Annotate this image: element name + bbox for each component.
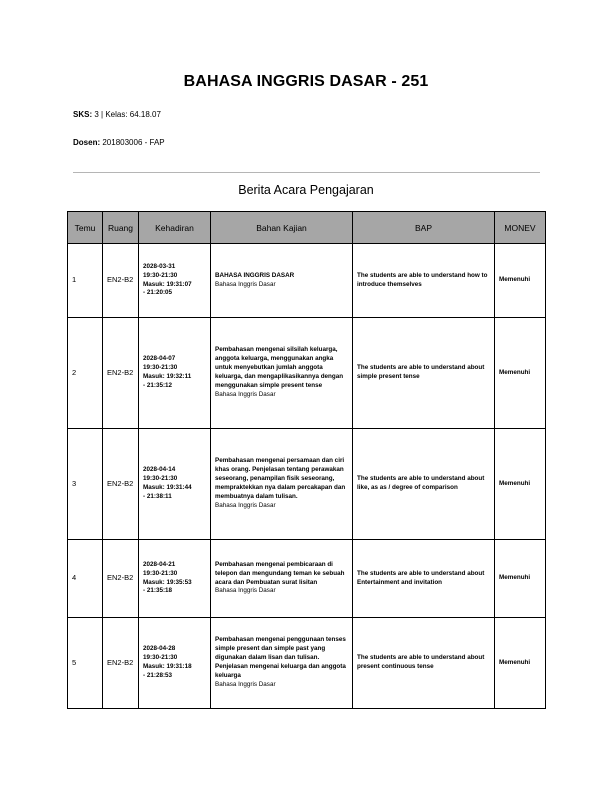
cell-kehadiran bbox=[139, 618, 211, 709]
table-header-row bbox=[68, 212, 546, 244]
table-row bbox=[68, 318, 546, 429]
cell-bahan-kajian bbox=[211, 618, 353, 709]
section-title: Berita Acara Pengajaran bbox=[238, 183, 374, 197]
cell-kehadiran bbox=[139, 244, 211, 318]
cell-bahan-kajian bbox=[211, 318, 353, 429]
attendance-checkin: Masuk: 19:31:07 bbox=[143, 280, 192, 288]
sks-value: 3 | Kelas: 64.18.07 bbox=[94, 110, 161, 119]
cell-temu: 5 bbox=[68, 618, 103, 709]
header-monev: MONEV bbox=[495, 212, 546, 244]
table-row bbox=[68, 540, 546, 618]
header-kehadiran: Kehadiran bbox=[139, 212, 211, 244]
attendance-schedule: 19:30-21:30 bbox=[143, 364, 178, 372]
attendance-checkin: Masuk: 19:31:44 bbox=[143, 484, 192, 491]
course-name: Bahasa Inggris Dasar bbox=[215, 680, 276, 688]
cell-bap: The students are able to understand about Entertainment and invitation bbox=[353, 540, 495, 618]
header-bap: BAP bbox=[353, 212, 495, 244]
table-row bbox=[68, 244, 546, 318]
attendance-date: 2028-04-21 bbox=[143, 560, 176, 568]
course-name: Bahasa Inggris Dasar bbox=[215, 587, 276, 595]
teaching-record-table bbox=[67, 211, 546, 709]
dosen-label: Dosen: bbox=[73, 138, 101, 147]
attendance-checkout: - 21:28:53 bbox=[143, 671, 173, 679]
cell-bap: The students are able to understand about like, as as / degree of comparison bbox=[353, 429, 495, 540]
cell-ruang: EN2-B2 bbox=[103, 318, 139, 429]
cell-monev: Memenuhi bbox=[495, 318, 546, 429]
dosen-value: 201803006 - FAP bbox=[102, 138, 165, 147]
lecturer-info bbox=[73, 138, 165, 147]
attendance-schedule: 19:30-21:30 bbox=[143, 569, 178, 577]
attendance-schedule: 19:30-21:30 bbox=[143, 654, 178, 662]
sks-label: SKS: bbox=[73, 110, 93, 119]
cell-kehadiran bbox=[139, 318, 211, 429]
cell-monev: Memenuhi bbox=[495, 618, 546, 709]
attendance-schedule: 19:30-21:30 bbox=[143, 271, 178, 279]
cell-ruang: EN2-B2 bbox=[103, 244, 139, 318]
attendance-date: 2028-04-07 bbox=[143, 355, 176, 363]
attendance-checkin: Masuk: 19:32:11 bbox=[143, 373, 192, 380]
cell-bap: The students are able to understand how to introduce themselves bbox=[353, 244, 495, 318]
cell-bap: The students are able to understand about present continuous tense bbox=[353, 618, 495, 709]
course-name: Bahasa Inggris Dasar bbox=[215, 390, 276, 398]
attendance-checkin: Masuk: 19:35:53 bbox=[143, 578, 192, 586]
cell-bap: The students are able to understand about simple present tense bbox=[353, 318, 495, 429]
table-row bbox=[68, 429, 546, 540]
cell-monev: Memenuhi bbox=[495, 244, 546, 318]
attendance-checkout: - 21:35:12 bbox=[143, 381, 173, 389]
attendance-checkin: Masuk: 19:31:18 bbox=[143, 663, 192, 670]
cell-temu: 2 bbox=[68, 318, 103, 429]
cell-temu: 1 bbox=[68, 244, 103, 318]
attendance-schedule: 19:30-21:30 bbox=[143, 475, 178, 483]
header-ruang: Ruang bbox=[103, 212, 139, 244]
topic-text: Pembahasan mengenai persamaan dan ciri khas orang. Penjelasan tentang perawakan seseorang, penampilan fisik seseorang, mempraktekkan nya dalam percakapan dan membuatnya dalam tulisan. bbox=[215, 457, 346, 500]
attendance-checkout: - 21:20:05 bbox=[143, 289, 173, 297]
sks-class-info bbox=[73, 110, 161, 119]
cell-temu: 4 bbox=[68, 540, 103, 618]
document-title: BAHASA INGGRIS DASAR - 251 bbox=[183, 73, 429, 90]
topic-text: Pembahasan mengenai silsilah keluarga, anggota keluarga, menggunakan angka untuk menyebutkan jumlah anggota keluarga, dan mengaplikasikannya dengan menggunakan simple present tense bbox=[215, 346, 344, 389]
cell-bahan-kajian bbox=[211, 244, 353, 318]
cell-temu: 3 bbox=[68, 429, 103, 540]
attendance-checkout: - 21:35:18 bbox=[143, 587, 173, 595]
topic-text: BAHASA INGGRIS DASAR bbox=[215, 271, 295, 279]
cell-monev: Memenuhi bbox=[495, 429, 546, 540]
course-name: Bahasa Inggris Dasar bbox=[215, 280, 276, 288]
cell-ruang: EN2-B2 bbox=[103, 429, 139, 540]
cell-kehadiran bbox=[139, 429, 211, 540]
topic-text: Pembahasan mengenai pembicaraan di telepon dan mengundang teman ke sebuah acara dan Pembuatan surat lisitan bbox=[215, 560, 345, 586]
header-temu: Temu bbox=[68, 212, 103, 244]
attendance-date: 2028-03-31 bbox=[143, 262, 176, 270]
cell-bahan-kajian bbox=[211, 540, 353, 618]
header-bahan-kajian: Bahan Kajian bbox=[211, 212, 353, 244]
cell-ruang: EN2-B2 bbox=[103, 618, 139, 709]
topic-text: Pembahasan mengenai penggunaan tenses simple present dan simple past yang digunakan dalam lisan dan tulisan. Penjelasan mengenai keluarga dan anggota keluarga bbox=[215, 636, 346, 679]
divider bbox=[73, 172, 540, 173]
attendance-date: 2028-04-28 bbox=[143, 645, 176, 653]
cell-monev: Memenuhi bbox=[495, 540, 546, 618]
table-row bbox=[68, 618, 546, 709]
course-name: Bahasa Inggris Dasar bbox=[215, 501, 276, 509]
cell-kehadiran bbox=[139, 540, 211, 618]
attendance-date: 2028-04-14 bbox=[143, 466, 176, 474]
cell-ruang: EN2-B2 bbox=[103, 540, 139, 618]
attendance-checkout: - 21:38:11 bbox=[143, 492, 172, 500]
cell-bahan-kajian bbox=[211, 429, 353, 540]
